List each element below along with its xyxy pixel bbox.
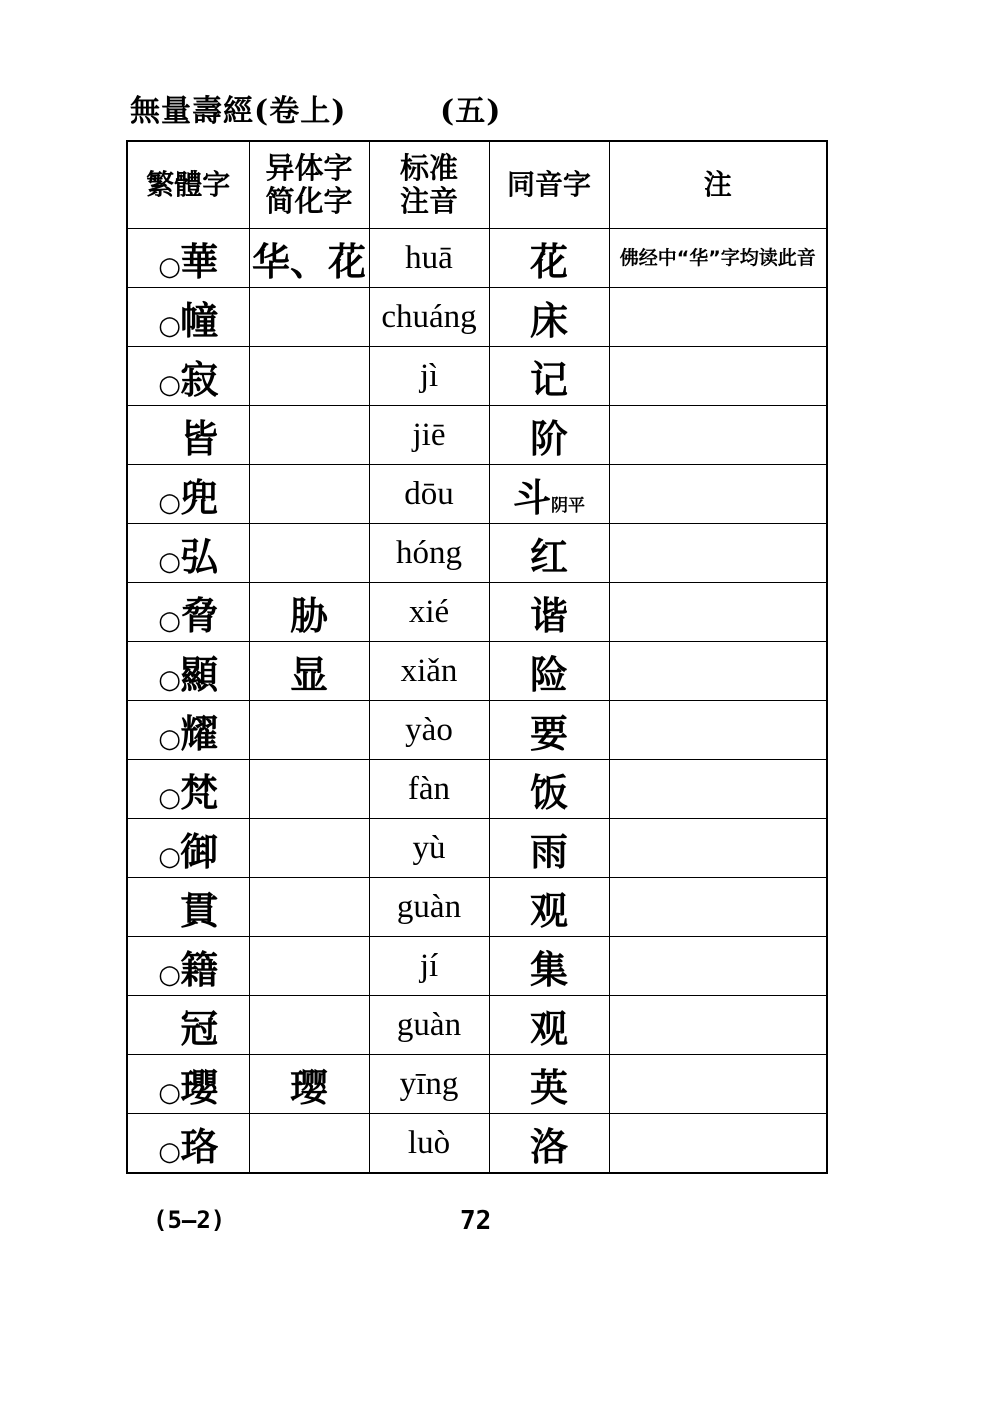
- homophone-char: 英: [529, 1065, 568, 1110]
- table-row: [127, 642, 827, 701]
- note-cell: [609, 524, 827, 583]
- homophone-cell: [489, 229, 609, 288]
- page-header: [130, 86, 502, 130]
- variant-cell: [249, 1114, 369, 1174]
- variant-cell: [249, 465, 369, 524]
- homophone-cell: [489, 701, 609, 760]
- table-row: [127, 229, 827, 288]
- pinyin-cell: huā: [369, 229, 489, 288]
- note-cell: [609, 583, 827, 642]
- homophone-cell: [489, 583, 609, 642]
- traditional-cell: [127, 347, 249, 406]
- table-row: [127, 406, 827, 465]
- homophone-char: 记: [529, 357, 568, 402]
- homophone-cell: [489, 1055, 609, 1114]
- pinyin-cell: guàn: [369, 878, 489, 937]
- book-title: 無量壽經(卷上): [130, 94, 347, 129]
- variant-cell: 显: [249, 642, 369, 701]
- homophone-char: 观: [529, 1006, 568, 1051]
- traditional-cell: [127, 701, 249, 760]
- variant-cell: 华、花: [249, 229, 369, 288]
- traditional-cell: [127, 878, 249, 937]
- note-cell: [609, 642, 827, 701]
- table-row: [127, 878, 827, 937]
- traditional-char: 御: [180, 829, 219, 874]
- header-homophone: 同音字: [489, 141, 609, 229]
- note-cell: [609, 406, 827, 465]
- circle-mark: ○: [158, 546, 181, 577]
- homophone-cell: [489, 1114, 609, 1174]
- homophone-cell: [489, 878, 609, 937]
- note-cell: [609, 1114, 827, 1174]
- traditional-char: 弘: [180, 534, 219, 579]
- homophone-cell: [489, 996, 609, 1055]
- note-cell: [609, 819, 827, 878]
- variant-cell: [249, 406, 369, 465]
- circle-mark: ○: [158, 1136, 181, 1167]
- homophone-cell: [489, 937, 609, 996]
- pronunciation-table: [126, 140, 828, 1174]
- table-row: [127, 996, 827, 1055]
- pinyin-cell: chuáng: [369, 288, 489, 347]
- homophone-char: 阶: [529, 416, 568, 461]
- circle-mark: ○: [158, 310, 181, 341]
- traditional-char: 瓔: [180, 1065, 219, 1110]
- traditional-cell: [127, 583, 249, 642]
- homophone-cell: [489, 288, 609, 347]
- note-cell: [609, 937, 827, 996]
- header-traditional: 繁體字: [127, 141, 249, 229]
- page-number: 72: [460, 1206, 492, 1236]
- traditional-cell: [127, 524, 249, 583]
- homophone-char: 观: [529, 888, 568, 933]
- pinyin-cell: luò: [369, 1114, 489, 1174]
- homophone-char: 雨: [529, 829, 568, 874]
- note-cell: [609, 288, 827, 347]
- pinyin-cell: jí: [369, 937, 489, 996]
- pinyin-cell: yào: [369, 701, 489, 760]
- table-row: [127, 1114, 827, 1174]
- homophone-char: 花: [529, 239, 568, 284]
- pinyin-cell: fàn: [369, 760, 489, 819]
- table-row: [127, 583, 827, 642]
- homophone-char: 险: [529, 652, 568, 697]
- traditional-char: 冠: [180, 1006, 219, 1051]
- traditional-cell: [127, 465, 249, 524]
- traditional-cell: [127, 406, 249, 465]
- variant-cell: [249, 996, 369, 1055]
- traditional-char: 耀: [180, 711, 219, 756]
- circle-mark: ○: [158, 251, 181, 282]
- note-cell: [609, 760, 827, 819]
- pinyin-cell: yīng: [369, 1055, 489, 1114]
- table-body: [127, 229, 827, 1174]
- variant-cell: 璎: [249, 1055, 369, 1114]
- traditional-char: 顯: [180, 652, 219, 697]
- homophone-char: 饭: [529, 770, 568, 815]
- traditional-char: 珞: [180, 1124, 219, 1169]
- homophone-char: 斗: [512, 475, 551, 520]
- tone-note: 阴平: [551, 495, 585, 516]
- traditional-cell: [127, 937, 249, 996]
- table-row: [127, 465, 827, 524]
- traditional-char: 皆: [180, 416, 219, 461]
- note-cell: [609, 1055, 827, 1114]
- note-cell: [609, 878, 827, 937]
- circle-mark: ○: [158, 723, 181, 754]
- variant-cell: [249, 937, 369, 996]
- circle-mark: ○: [158, 369, 181, 400]
- pinyin-cell: jì: [369, 347, 489, 406]
- note-cell: [609, 701, 827, 760]
- circle-mark: ○: [158, 487, 181, 518]
- homophone-char: 谐: [529, 593, 568, 638]
- table-row: [127, 937, 827, 996]
- note-cell: [609, 465, 827, 524]
- variant-cell: [249, 819, 369, 878]
- table-row: [127, 819, 827, 878]
- traditional-cell: [127, 1114, 249, 1174]
- homophone-char: 要: [529, 711, 568, 756]
- volume-number: (五): [440, 94, 502, 129]
- note-cell: [609, 347, 827, 406]
- table-row: [127, 347, 827, 406]
- traditional-cell: [127, 229, 249, 288]
- table-row: [127, 1055, 827, 1114]
- traditional-char: 華: [180, 239, 219, 284]
- variant-cell: [249, 701, 369, 760]
- homophone-char: 集: [529, 947, 568, 992]
- pinyin-cell: yù: [369, 819, 489, 878]
- note-cell: [609, 996, 827, 1055]
- traditional-char: 脅: [180, 593, 219, 638]
- table-row: [127, 524, 827, 583]
- traditional-char: 兜: [180, 475, 219, 520]
- circle-mark: ○: [158, 841, 181, 872]
- homophone-cell: [489, 760, 609, 819]
- table-row: [127, 701, 827, 760]
- homophone-char: 床: [529, 298, 568, 343]
- traditional-char: 籍: [180, 947, 219, 992]
- table-row: [127, 760, 827, 819]
- table-row: [127, 288, 827, 347]
- pinyin-cell: xiǎn: [369, 642, 489, 701]
- homophone-char: 洛: [529, 1124, 568, 1169]
- homophone-cell: [489, 642, 609, 701]
- pinyin-cell: dōu: [369, 465, 489, 524]
- traditional-cell: [127, 996, 249, 1055]
- circle-mark: ○: [158, 782, 181, 813]
- circle-mark: ○: [158, 1077, 181, 1108]
- note-cell: 佛经中“华”字均读此音: [609, 229, 827, 288]
- homophone-cell: [489, 347, 609, 406]
- traditional-char: 梵: [180, 770, 219, 815]
- circle-mark: ○: [158, 959, 181, 990]
- traditional-char: 貫: [180, 888, 219, 933]
- traditional-cell: [127, 819, 249, 878]
- header-variant: 异体字 简化字: [249, 141, 369, 229]
- homophone-cell: [489, 406, 609, 465]
- traditional-char: 寂: [180, 357, 219, 402]
- pinyin-cell: hóng: [369, 524, 489, 583]
- variant-cell: [249, 288, 369, 347]
- circle-mark: ○: [158, 605, 181, 636]
- traditional-cell: [127, 1055, 249, 1114]
- homophone-cell: [489, 524, 609, 583]
- header-note: 注: [609, 141, 827, 229]
- pinyin-cell: jiē: [369, 406, 489, 465]
- variant-cell: 胁: [249, 583, 369, 642]
- homophone-cell: [489, 819, 609, 878]
- section-number: (5—2): [153, 1206, 226, 1234]
- variant-cell: [249, 878, 369, 937]
- circle-mark: ○: [158, 664, 181, 695]
- homophone-cell: [489, 465, 609, 524]
- header-pinyin: 标准 注音: [369, 141, 489, 229]
- pinyin-cell: guàn: [369, 996, 489, 1055]
- variant-cell: [249, 347, 369, 406]
- variant-cell: [249, 524, 369, 583]
- pinyin-cell: xié: [369, 583, 489, 642]
- traditional-cell: [127, 642, 249, 701]
- homophone-char: 红: [529, 534, 568, 579]
- table-header-row: [127, 141, 827, 229]
- traditional-cell: [127, 760, 249, 819]
- traditional-cell: [127, 288, 249, 347]
- variant-cell: [249, 760, 369, 819]
- traditional-char: 幢: [180, 298, 219, 343]
